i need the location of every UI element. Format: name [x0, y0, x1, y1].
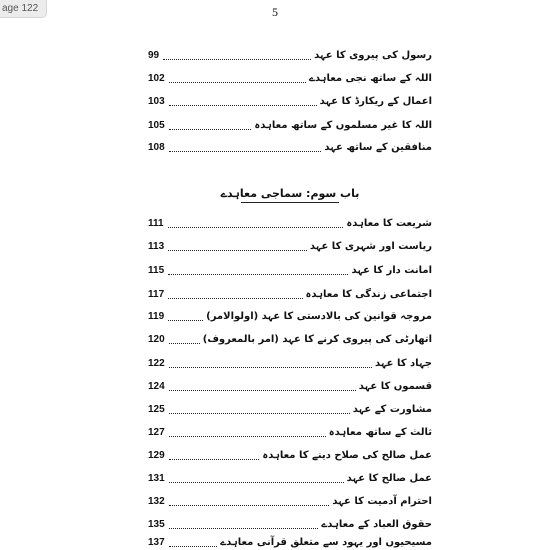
toc-entry-title: اجتماعی زندگی کا معاہدہ	[305, 289, 432, 300]
toc-entry-title: ریاست اور شہری کا عہد	[309, 241, 432, 252]
toc-dot-leader	[169, 413, 350, 414]
toc-entry	[148, 349, 432, 371]
toc-entry-title: مروجہ قوانین کی بالادستی کا عہد (اولوالامر)	[206, 311, 432, 322]
toc-entry	[148, 232, 432, 254]
toc-dot-leader	[169, 105, 317, 106]
toc-entry-title: شریعت کا معاہدہ	[346, 218, 432, 229]
toc-entry-title: اعمال کے ریکارڈ کا عہد	[319, 96, 432, 107]
toc-entry-title: ثالث کے ساتھ معاہدہ	[328, 427, 432, 438]
toc-page-number: 132	[148, 496, 165, 507]
toc-page-number: 124	[148, 381, 165, 392]
toc-dot-leader	[169, 367, 372, 368]
toc-page-number: 125	[148, 404, 165, 415]
toc-page-number: 113	[148, 241, 165, 252]
toc-entry-title: حقوق العباد کے معاہدے	[321, 519, 432, 530]
toc-entry-title: احترام آدمیت کا عہد	[332, 496, 432, 507]
toc-entry	[148, 487, 432, 509]
toc-entry	[148, 418, 432, 440]
toc-dot-leader	[169, 343, 200, 344]
toc-page-number: 127	[148, 427, 165, 438]
toc-dot-leader	[169, 482, 344, 483]
toc-entry-title: عمل صالح کا عہد	[346, 473, 432, 484]
toc-dot-leader	[168, 298, 302, 299]
toc-dot-leader	[169, 151, 322, 152]
toc-dot-leader	[169, 129, 252, 130]
toc-entry-title: جہاد کا عہد	[375, 358, 432, 369]
toc-page-number: 115	[148, 265, 165, 276]
toc-dot-leader	[169, 82, 306, 83]
toc-entry	[148, 111, 432, 133]
toc-entry	[148, 464, 432, 486]
toc-page-number: 105	[148, 120, 165, 131]
toc-entry	[148, 528, 432, 550]
page-number: 5	[272, 5, 278, 19]
toc-dot-leader	[168, 250, 307, 251]
section-heading-underline	[241, 202, 339, 203]
toc-dot-leader	[169, 436, 326, 437]
toc-page-number: 99	[148, 50, 160, 61]
toc-entry	[148, 441, 432, 463]
toc-page-number: 108	[148, 142, 165, 153]
toc-dot-leader	[169, 546, 218, 547]
section-heading: باب سوم: سماجی معاہدے	[220, 187, 360, 200]
toc-entry	[148, 372, 432, 394]
toc-page-number: 137	[148, 537, 165, 548]
toc-dot-leader	[168, 274, 348, 275]
toc-entry	[148, 41, 432, 63]
toc-entry-title: عمل صالح کی صلاح دینے کا معاہدہ	[262, 450, 432, 461]
toc-entry-title: مسیحیوں اور یہود سے متعلق قرآنی معاہدے	[220, 537, 432, 548]
toc-dot-leader	[163, 59, 311, 60]
toc-page-number: 120	[148, 334, 165, 345]
toc-page-number: 135	[148, 519, 165, 530]
toc-dot-leader	[169, 505, 330, 506]
toc-entry	[148, 280, 432, 302]
toc-dot-leader	[169, 459, 260, 460]
toc-dot-leader	[168, 320, 203, 321]
toc-entry-title: رسول کی پیروی کا عہد	[314, 50, 432, 61]
toc-page-number: 119	[148, 311, 165, 322]
toc-page-number: 103	[148, 96, 165, 107]
toc-page-number: 129	[148, 450, 165, 461]
toc-entry-title: مشاورت کے عہد	[352, 404, 432, 415]
toc-entry-title: اللہ کا غیر مسلموں کے ساتھ معاہدہ	[254, 120, 432, 131]
toc-entry	[148, 395, 432, 417]
toc-page-number: 117	[148, 289, 165, 300]
toc-entry	[148, 256, 432, 278]
toc-entry-title: قسموں کا عہد	[358, 381, 432, 392]
page-indicator: age 122	[0, 0, 47, 18]
toc-entry	[148, 64, 432, 86]
toc-entry	[148, 133, 432, 155]
toc-page-number: 102	[148, 73, 165, 84]
toc-page-number: 111	[148, 218, 164, 229]
toc-entry	[148, 325, 432, 347]
toc-entry-title: اللہ کے ساتھ نجی معاہدے	[308, 73, 432, 84]
toc-entry	[148, 87, 432, 109]
toc-page-number: 122	[148, 358, 165, 369]
toc-entry	[148, 302, 432, 324]
toc-dot-leader	[169, 390, 356, 391]
toc-entry	[148, 209, 432, 231]
toc-page-number: 131	[148, 473, 165, 484]
toc-entry-title: اتھارٹی کی پیروی کرنے کا عہد (امر بالمعروف)	[202, 334, 432, 345]
toc-dot-leader	[168, 227, 344, 228]
toc-entry-title: امانت دار کا عہد	[351, 265, 432, 276]
toc-entry-title: منافقین کے ساتھ عہد	[324, 142, 432, 153]
